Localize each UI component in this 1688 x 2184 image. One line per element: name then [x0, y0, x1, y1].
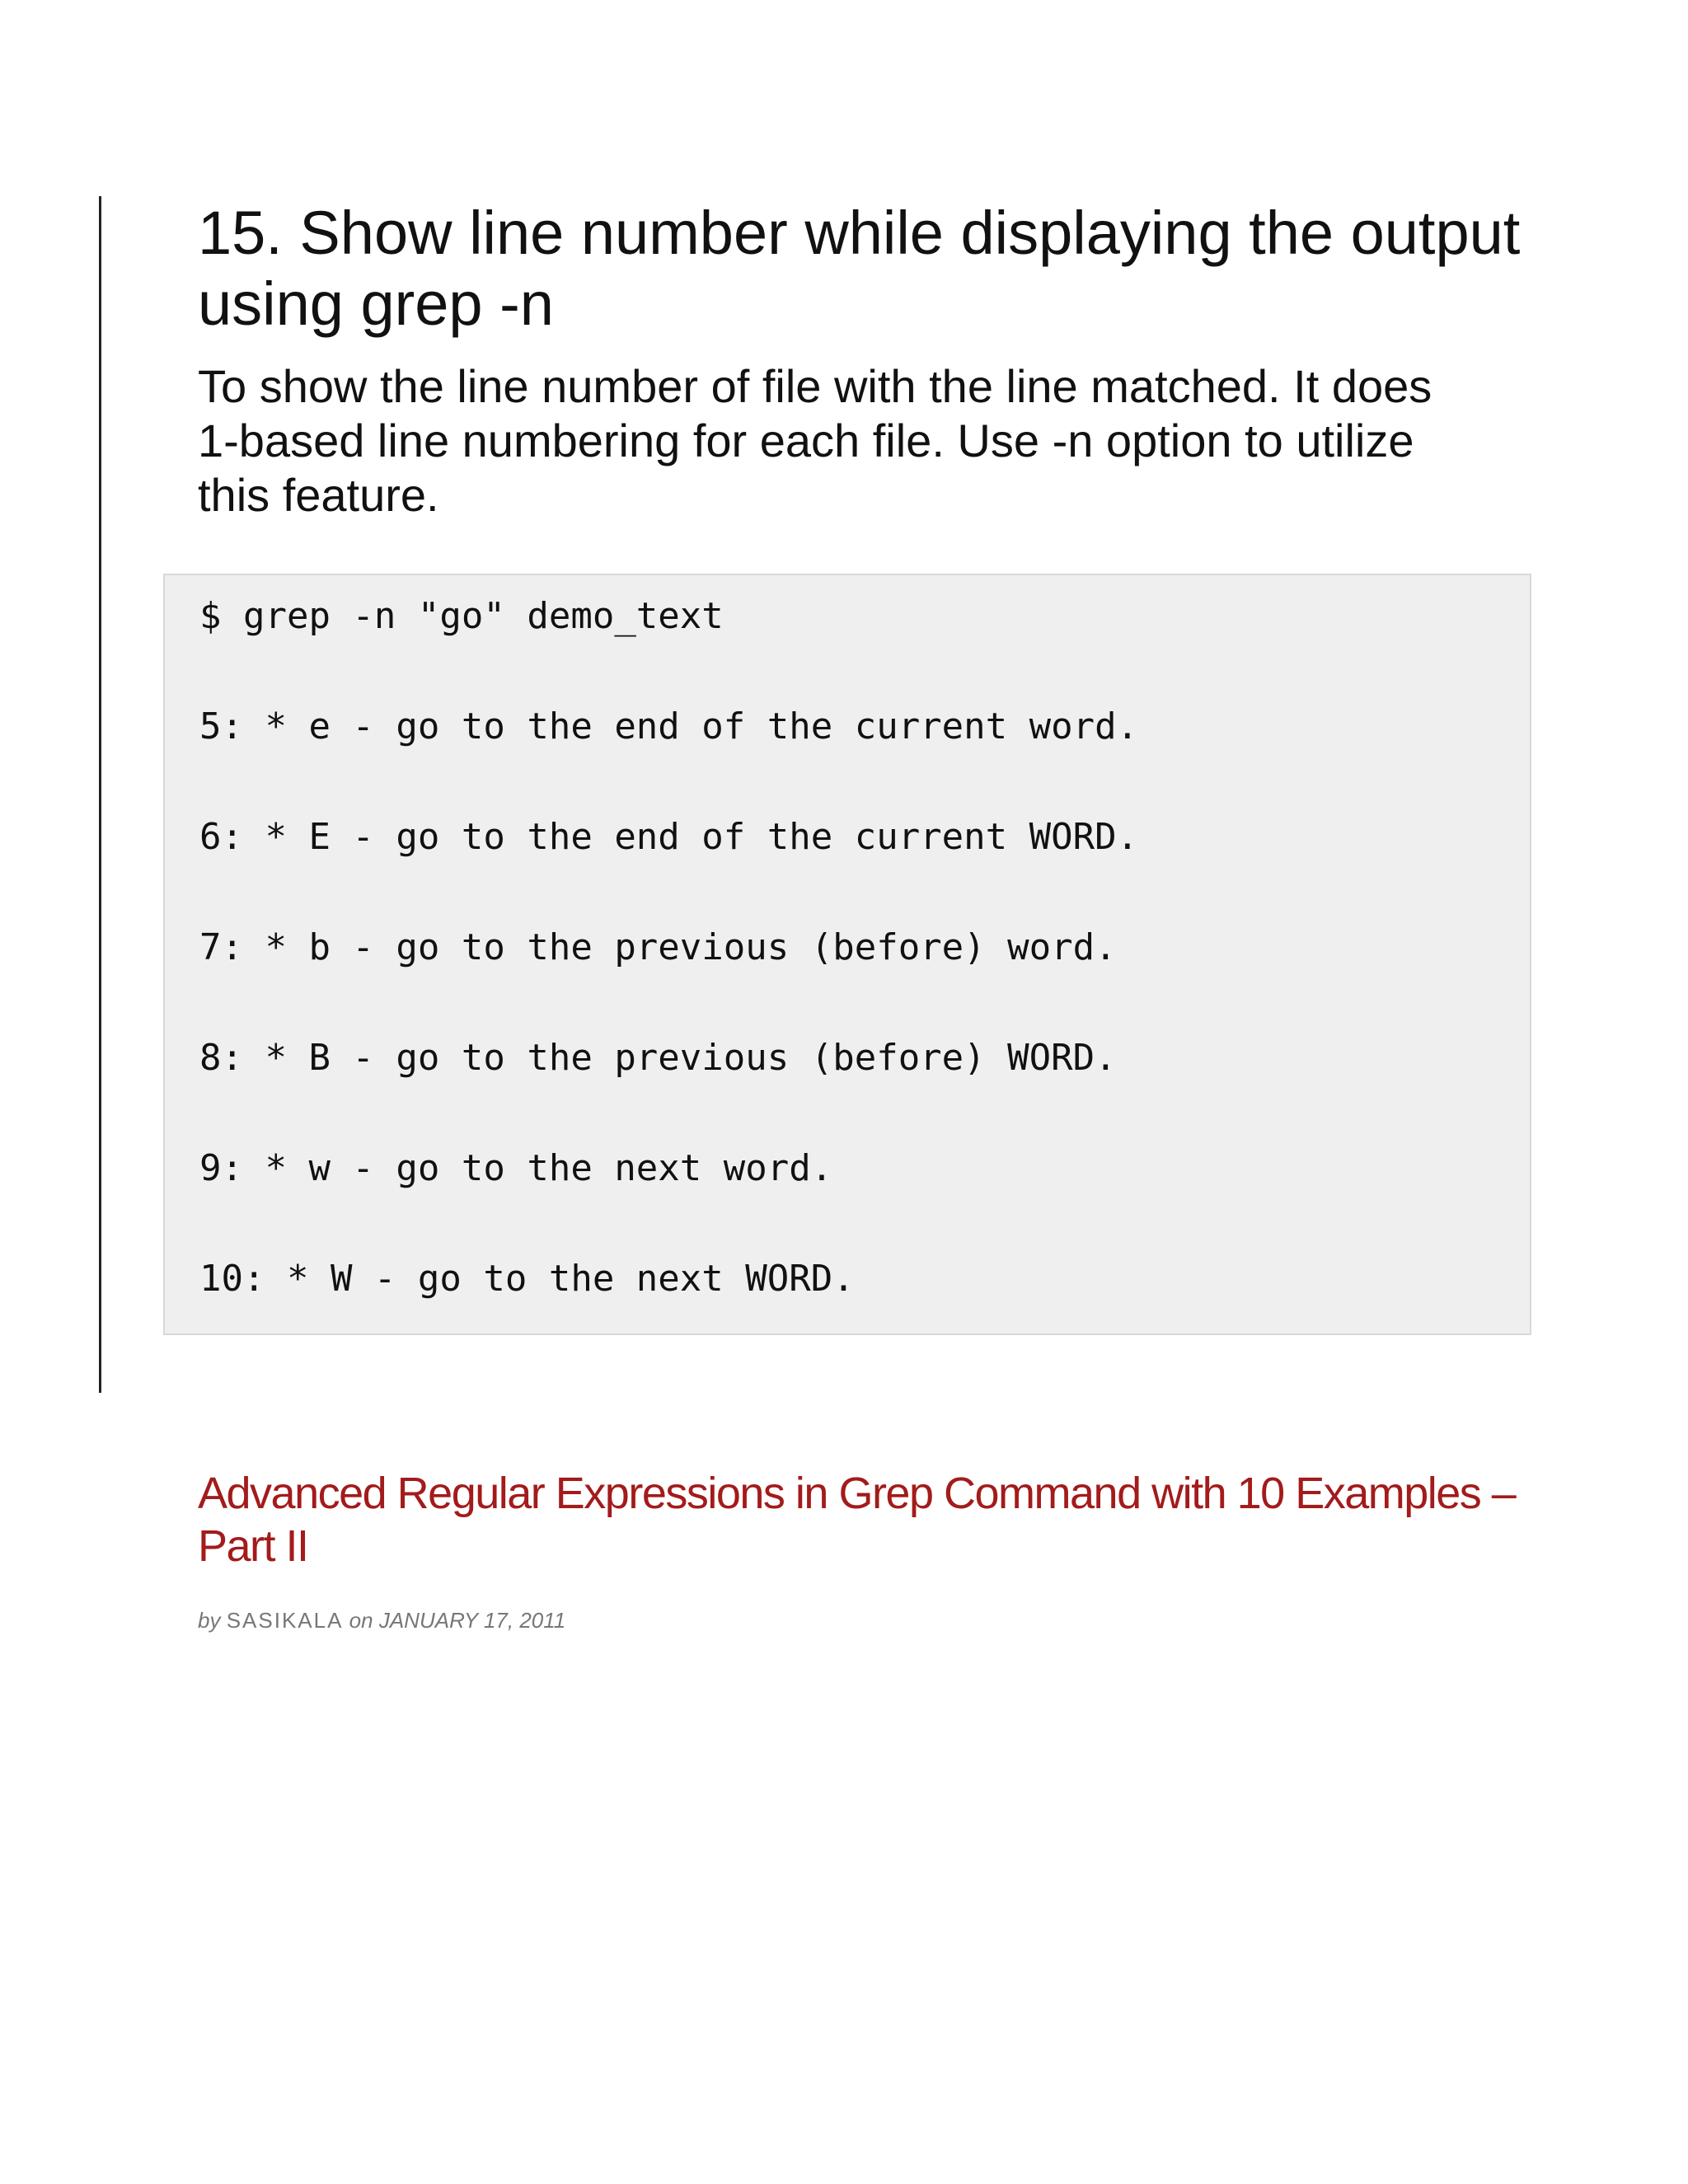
- article-byline: [198, 1607, 1550, 1633]
- related-article: [198, 1467, 1550, 1633]
- code-line: 9: * w - go to the next word.: [199, 1147, 833, 1189]
- section-heading: 15. Show line number while displaying the output using grep -n: [198, 199, 1521, 338]
- code-line: 6: * E - go to the end of the current WORD.: [199, 816, 1139, 858]
- code-line: $ grep -n "go" demo_text: [199, 595, 724, 637]
- byline-by-label: by: [198, 1608, 221, 1633]
- related-article-link[interactable]: Advanced Regular Expressions in Grep Command with 10 Examples – Part II: [198, 1469, 1516, 1571]
- section-description: To show the line number of file with the line matched. It does 1-based line numbering for each file. Use -n option to utilize this feature.: [198, 360, 1432, 521]
- code-block: [163, 574, 1531, 1335]
- blockquote-rule: [99, 196, 101, 1393]
- code-line: 8: * B - go to the previous (before) WORD.: [199, 1037, 1117, 1079]
- article-section: [198, 198, 1550, 523]
- byline-on-label: on: [349, 1608, 373, 1633]
- code-line: 10: * W - go to the next WORD.: [199, 1258, 855, 1300]
- byline-date: JANUARY 17, 2011: [378, 1608, 566, 1633]
- byline-author[interactable]: SASIKALA: [226, 1608, 344, 1633]
- code-line: 7: * b - go to the previous (before) word.: [199, 926, 1117, 968]
- code-line: 5: * e - go to the end of the current word.: [199, 705, 1139, 748]
